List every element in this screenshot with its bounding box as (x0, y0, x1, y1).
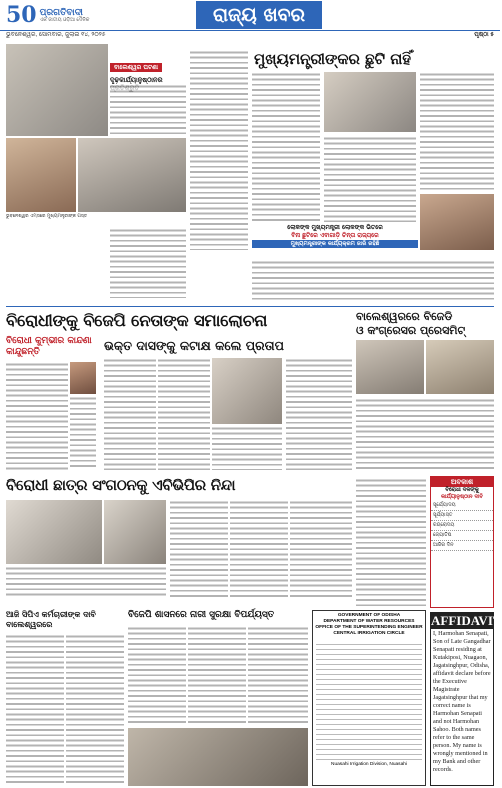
story-photo (6, 138, 76, 212)
story-headline: ମୁଖ୍ୟମନ୍ତ୍ରୀଙ୍କର ଛୁଟି ନାହିଁ (254, 50, 412, 68)
sidebox-item: ଆଜିର ଦିନ (431, 541, 493, 551)
story-headline (356, 310, 494, 338)
story-sub-headline: ବିରୋଧୀ କୁମ୍ଭୀର କାନ୍ଦଣା କାନ୍ଦୁଛନ୍ତି (6, 336, 92, 357)
story-kicker: ବାଲେଶ୍ୱର ଘଟଣା (110, 63, 162, 72)
story-text (128, 626, 186, 726)
story-abvp (6, 474, 352, 598)
story-cm (190, 44, 494, 304)
story-text (324, 136, 416, 222)
story-text (66, 634, 124, 784)
story-headline: ବିଜେପି ଶାସନରେ ନାରୀ ସୁରକ୍ଷା ବିପର୍ଯ୍ୟସ୍ତ (128, 610, 275, 620)
cm-banner (252, 224, 418, 258)
photo-caption: ଭୁବନେଶ୍ୱର ଏମ୍ସରେ ମୁଖ୍ୟମନ୍ତ୍ରୀଙ୍କ ଗସ୍ତ (6, 214, 88, 219)
story-photo (6, 500, 102, 564)
story-text (188, 626, 246, 726)
story-photo (70, 362, 96, 394)
masthead (0, 0, 500, 30)
story-bottom-left (6, 610, 124, 786)
date-line (0, 30, 500, 40)
story-headline: ବିରୋଧୀ ଛାତ୍ର ସଂଗଠନକୁ ଏବିଭିପିର ନିନ୍ଦା (6, 476, 236, 494)
story-bottom-mid (128, 610, 308, 786)
sidebox-item: ଜ୍ୟୋତିଷ (431, 531, 493, 541)
section-divider (6, 306, 494, 307)
page-number: ପୃଷ୍ଠା ୫ (474, 32, 494, 38)
section-title: ରାଜ୍ୟ ଖବର (196, 1, 322, 29)
story-text (356, 398, 494, 472)
story-headline: ବିରୋଧୀଙ୍କୁ ବିଜେପି ନେତାଙ୍କ ସମାଲୋଚନା (6, 311, 268, 330)
tender-line: CENTRAL IRRIGATION CIRCLE (333, 631, 405, 636)
affidavit-title: AFFIDAVIT (431, 613, 502, 628)
newspaper-logo (6, 3, 96, 27)
story-text (252, 260, 494, 300)
story-text (230, 500, 288, 598)
story-photo (324, 72, 416, 132)
story-text (6, 362, 68, 470)
story-photo (426, 340, 494, 394)
logo-name: ପ୍ରଗତିବାଦୀ (39, 7, 83, 17)
sidebox-title: ଅବକାଶ (431, 477, 493, 487)
story-headline: ଆଜି ସିପିଏ କର୍ମଚାରୀଙ୍କ ଦାବି ବାଲେଶ୍ୱରରେ (6, 610, 96, 629)
story-photo (212, 358, 282, 424)
story-photo (6, 44, 108, 136)
story-text (420, 72, 494, 192)
tender-table (316, 640, 422, 760)
publication-date: ଭୁବନେଶ୍ୱର, ସୋମବାର, ଜୁଲାଇ ୧୪, ୨୦୨୫ (6, 32, 106, 38)
story-text (70, 396, 96, 470)
story-photo (104, 500, 166, 564)
story-top-left (6, 44, 186, 304)
cm-banner-line: ମୁଖ୍ୟମନ୍ତ୍ରୀଙ୍କ କାର୍ଯ୍ୟକ୍ରମ ଜାରି ରହିଛି (252, 240, 418, 248)
tender-footer: Nuasahi Irrigation Division, Nuasahi (331, 762, 407, 767)
sidebox-item: ସୂର୍ଯ୍ୟାସ୍ତ (431, 511, 493, 521)
cm-banner-line: ଲୋକଙ୍କ ମୁଖ୍ୟମନ୍ତ୍ରୀ ଲୋକଙ୍କ ଭିତରେ (287, 224, 383, 231)
cm-banner-line: ବିନା ଛୁଟିରେ ଏବାଗାଡ଼ି ଚିନ୍ତା ରାଜ୍ୟରେ (291, 232, 379, 239)
story-photo (356, 340, 424, 394)
story-bjp (6, 310, 352, 470)
story-text (356, 478, 426, 608)
story-text (286, 358, 352, 470)
tender-notice (312, 610, 426, 786)
story-text (252, 72, 320, 242)
story-second-headline: ଭକ୍ତ ଦାସଙ୍କୁ କଟାକ୍ଷ କଲେ ପ୍ରତାପ (104, 338, 284, 353)
affidavit-body: I, Harmohan Senapati, Son of Late Gangadhar Senapati residing at Kutakiposi, Nuagaon, Jagatsinghpur, Odisha, affidavit declare before the Executive Magistrate Jagatsinghpur that my correct name is Harmohan Senapati and not Harmohan Sahoo. Both names refer to the same person. My name is wrongly mentioned in my Bank and other records. (433, 630, 491, 773)
sidebox-subtitle: ବିରୋଧୀ ଦଳଙ୍କୁ (445, 487, 479, 493)
logo-tagline: ଏକ ଜାତୀୟ ଓଡ଼ିଆ ଦୈନିକ (39, 17, 90, 23)
tender-line: GOVERNMENT OF ODISHA (337, 613, 401, 618)
story-text (158, 358, 210, 470)
story-text (290, 500, 352, 598)
affidavit-ad (430, 612, 502, 786)
story-photo (128, 728, 308, 786)
story-bjd (356, 310, 494, 475)
story-text (248, 626, 308, 726)
sidebox-info (430, 476, 494, 608)
story-text (212, 426, 282, 470)
story-photo (78, 138, 186, 212)
sidebox-subtitle: କାର୍ଯ୍ୟାନୁଷ୍ଠାନ ଦାବି (441, 494, 483, 500)
tender-line: OFFICE OF THE SUPERINTENDING ENGINEER (315, 625, 423, 630)
story-headline: ଦୃଢ଼କାର୍ଯ୍ୟାନୁଷ୍ଠାନର (110, 76, 163, 84)
story-text (170, 500, 228, 598)
story-text (110, 84, 186, 136)
tender-line: DEPARTMENT OF WATER RESOURCES (323, 619, 415, 624)
logo-anniversary-number: 50 (6, 2, 37, 28)
story-text (6, 566, 166, 598)
sidebox-item: ଚନ୍ଦ୍ରୋଦୟ (431, 521, 493, 531)
story-text (6, 634, 64, 784)
story-text (110, 228, 186, 298)
sidebox-item: ସୂର୍ଯ୍ୟୋଦୟ (431, 501, 493, 511)
story-text (104, 358, 156, 470)
story-headline-line: ଓ କଂଗ୍ରେସର ପ୍ରେସମିଟ୍ (356, 324, 466, 337)
story-photo (420, 194, 494, 250)
story-text (190, 50, 248, 250)
story-headline-line: ବାଲେଶ୍ୱରରେ ବିଜେଡି (356, 310, 453, 323)
